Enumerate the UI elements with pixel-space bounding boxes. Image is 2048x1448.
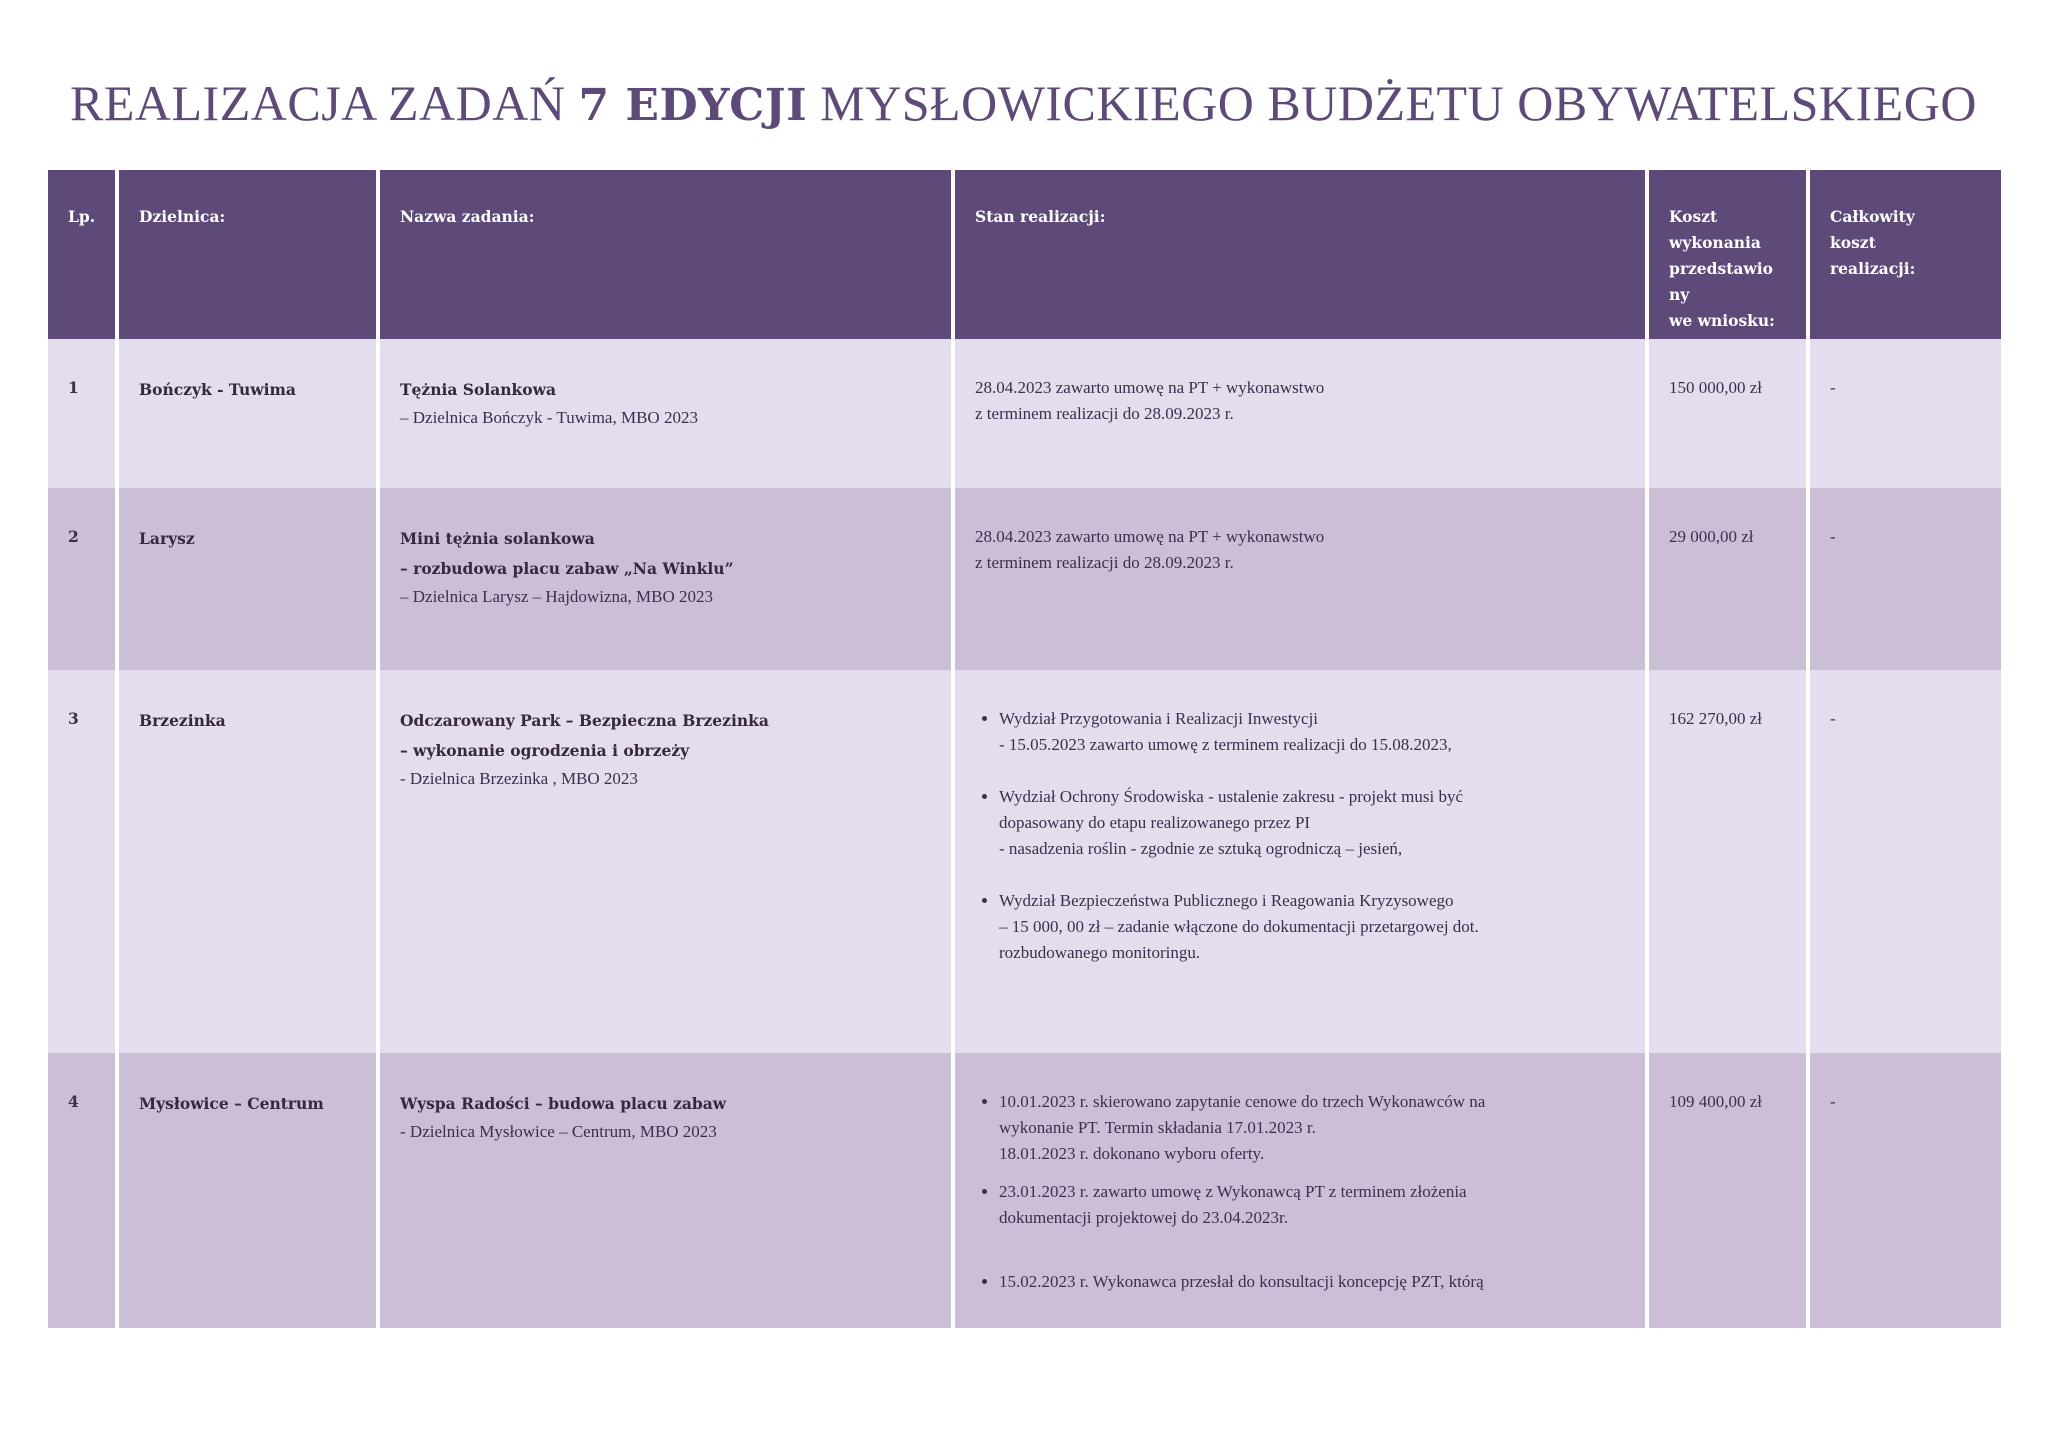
status-line: wykonanie PT. Termin składania 17.01.2023 r. bbox=[999, 1118, 1316, 1137]
table-row bbox=[48, 1053, 2001, 1328]
cell-task bbox=[380, 1053, 955, 1328]
status-line: - nasadzenia roślin - zgodnie ze sztuką ogrodniczą – jesień, bbox=[999, 839, 1403, 858]
status-list bbox=[975, 706, 1625, 966]
page-title bbox=[70, 74, 1977, 132]
cell-cost: 109 400,00 zł bbox=[1649, 1053, 1810, 1328]
header-cost-line: we wniosku: bbox=[1669, 311, 1775, 330]
cell-lp: 1 bbox=[48, 339, 119, 488]
header-lp: Lp. bbox=[48, 170, 119, 339]
status-line: – 15 000, 00 zł – zadanie włączone do dokumentacji przetargowej dot. bbox=[999, 917, 1479, 936]
task-title: – wykonanie ogrodzenia i obrzeży bbox=[400, 741, 690, 760]
cell-cost: 150 000,00 zł bbox=[1649, 339, 1810, 488]
cell-task bbox=[380, 339, 955, 488]
header-cost bbox=[1649, 170, 1810, 339]
status-bullet bbox=[999, 706, 1625, 758]
status-list bbox=[975, 1089, 1625, 1295]
status-line: z terminem realizacji do 28.09.2023 r. bbox=[975, 404, 1234, 423]
header-status: Stan realizacji: bbox=[955, 170, 1649, 339]
cell-status bbox=[955, 339, 1649, 488]
cell-cost: 29 000,00 zł bbox=[1649, 488, 1810, 670]
status-bullet bbox=[999, 1269, 1625, 1295]
status-bullet bbox=[999, 888, 1625, 966]
header-cost-line: ny bbox=[1669, 285, 1690, 304]
header-total bbox=[1810, 170, 2001, 339]
title-part2: MYSŁOWICKIEGO BUDŻETU OBYWATELSKIEGO bbox=[807, 75, 1977, 131]
title-part1: REALIZACJA ZADAŃ bbox=[70, 75, 579, 131]
task-subtitle: - Dzielnica Mysłowice – Centrum, MBO 2023 bbox=[400, 1122, 717, 1141]
header-cost-line: Koszt bbox=[1669, 207, 1718, 226]
table-row bbox=[48, 339, 2001, 488]
header-task: Nazwa zadania: bbox=[380, 170, 955, 339]
cell-district: Brzezinka bbox=[119, 670, 380, 1053]
status-line: • Wydział Bezpieczeństwa Publicznego i Reagowania Kryzysowego bbox=[999, 891, 1454, 910]
task-title: – rozbudowa placu zabaw „Na Winklu” bbox=[400, 559, 734, 578]
task-title: Tężnia Solankowa bbox=[400, 380, 556, 399]
task-subtitle: – Dzielnica Bończyk - Tuwima, MBO 2023 bbox=[400, 408, 698, 427]
header-cost-line: przedstawio bbox=[1669, 259, 1774, 278]
cell-district: Bończyk - Tuwima bbox=[119, 339, 380, 488]
title-bold: 7 EDYCJI bbox=[578, 80, 808, 131]
task-title: Mini tężnia solankowa bbox=[400, 529, 595, 548]
table-header-row bbox=[48, 170, 2001, 339]
status-line: - 15.05.2023 zawarto umowę z terminem realizacji do 15.08.2023, bbox=[999, 735, 1452, 754]
cell-lp: 3 bbox=[48, 670, 119, 1053]
header-district: Dzielnica: bbox=[119, 170, 380, 339]
cell-cost: 162 270,00 zł bbox=[1649, 670, 1810, 1053]
task-subtitle: - Dzielnica Brzezinka , MBO 2023 bbox=[400, 769, 638, 788]
table-row bbox=[48, 670, 2001, 1053]
cell-district: Larysz bbox=[119, 488, 380, 670]
task-title: Odczarowany Park – Bezpieczna Brzezinka bbox=[400, 711, 769, 730]
cell-task bbox=[380, 488, 955, 670]
cell-total: - bbox=[1810, 670, 2001, 1053]
header-total-line: koszt bbox=[1830, 233, 1876, 252]
cell-lp: 4 bbox=[48, 1053, 119, 1328]
status-line: • Wydział Ochrony Środowiska - ustalenie zakresu - projekt musi być bbox=[999, 787, 1463, 806]
status-line: • 15.02.2023 r. Wykonawca przesłał do konsultacji koncepcję PZT, którą bbox=[999, 1272, 1484, 1291]
status-bullet bbox=[999, 1179, 1625, 1231]
cell-status bbox=[955, 670, 1649, 1053]
header-total-line: realizacji: bbox=[1830, 259, 1916, 278]
cell-total: - bbox=[1810, 339, 2001, 488]
task-title: Wyspa Radości – budowa placu zabaw bbox=[400, 1094, 727, 1113]
status-line: rozbudowanego monitoringu. bbox=[999, 943, 1201, 962]
cell-district: Mysłowice – Centrum bbox=[119, 1053, 380, 1328]
status-line: z terminem realizacji do 28.09.2023 r. bbox=[975, 553, 1234, 572]
status-line: 18.01.2023 r. dokonano wyboru oferty. bbox=[999, 1144, 1265, 1163]
status-bullet bbox=[999, 784, 1625, 862]
cell-status bbox=[955, 488, 1649, 670]
tasks-table bbox=[48, 170, 2001, 1328]
header-total-line: Całkowity bbox=[1830, 207, 1915, 226]
table-row bbox=[48, 488, 2001, 670]
status-line: dopasowany do etapu realizowanego przez PI bbox=[999, 813, 1311, 832]
status-line: 28.04.2023 zawarto umowę na PT + wykonawstwo bbox=[975, 378, 1325, 397]
status-line: dokumentacji projektowej do 23.04.2023r. bbox=[999, 1208, 1288, 1227]
status-line: • Wydział Przygotowania i Realizacji Inwestycji bbox=[999, 709, 1319, 728]
cell-status bbox=[955, 1053, 1649, 1328]
cell-lp: 2 bbox=[48, 488, 119, 670]
status-line: • 23.01.2023 r. zawarto umowę z Wykonawcą PT z terminem złożenia bbox=[999, 1182, 1467, 1201]
cell-total: - bbox=[1810, 488, 2001, 670]
header-cost-line: wykonania bbox=[1669, 233, 1761, 252]
cell-task bbox=[380, 670, 955, 1053]
status-line: 28.04.2023 zawarto umowę na PT + wykonawstwo bbox=[975, 527, 1325, 546]
status-bullet bbox=[999, 1089, 1625, 1167]
cell-total: - bbox=[1810, 1053, 2001, 1328]
task-subtitle: – Dzielnica Larysz – Hajdowizna, MBO 2023 bbox=[400, 587, 713, 606]
status-line: • 10.01.2023 r. skierowano zapytanie cenowe do trzech Wykonawców na bbox=[999, 1092, 1486, 1111]
